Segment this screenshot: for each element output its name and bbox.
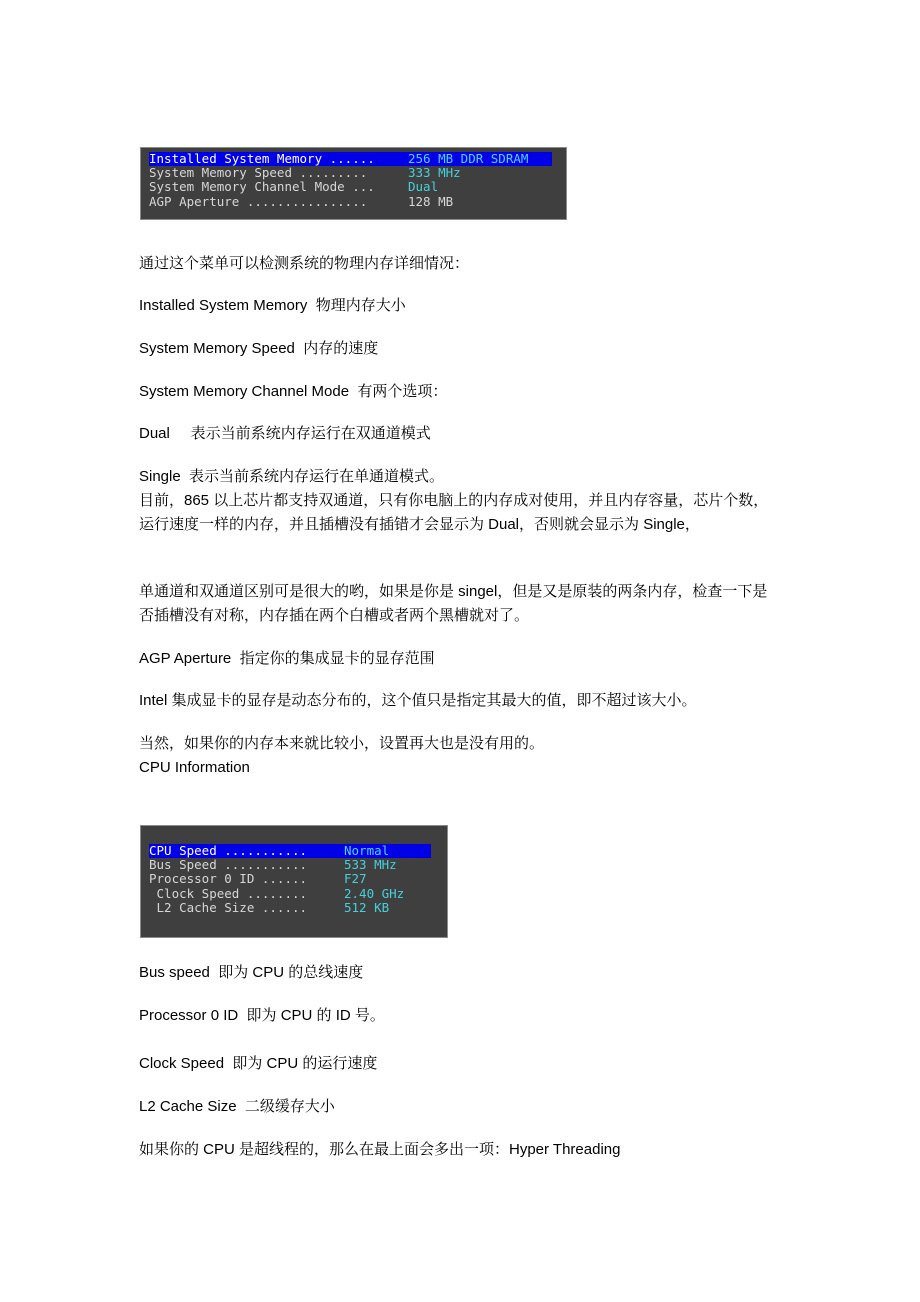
bios-row-label: CPU Speed ........... [149, 843, 308, 858]
bios-row[interactable] [149, 166, 566, 180]
agp-text: AGP Aperture 指定你的集成显卡的显存范围 [139, 650, 435, 667]
bios-row[interactable] [149, 872, 447, 886]
bios-row-value: 533 MHz [344, 857, 397, 873]
bios-row[interactable] [149, 858, 447, 872]
proc-text: Processor 0 ID 即为 CPU 的 ID 号。 [139, 1007, 385, 1024]
bios-row-value: 256 MB DDR SDRAM [408, 151, 529, 166]
bios-row-label: System Memory Channel Mode ... [149, 179, 375, 195]
of-course-text: 当然，如果你的内存本来就比较小，设置再大也是没有用的。 [139, 735, 545, 752]
bios-row[interactable] [149, 887, 447, 901]
speed-text: System Memory Speed 内存的速度 [139, 340, 379, 357]
diff-note-text: 单通道和双通道区别可是很大的哟，如果是你是 singel，但是又是原装的两条内存，检查一下是否插槽没有对称，内存插在两个白槽或者两个黑槽就对了。 [139, 583, 768, 624]
bios-row[interactable] [149, 901, 447, 915]
bios-row-value: Normal [344, 843, 390, 858]
cpu-info-heading: CPU Information [139, 759, 250, 776]
intro-text: 通过这个菜单可以检测系统的物理内存详细情况： [139, 255, 470, 272]
bios-row-label: Processor 0 ID ...... [149, 871, 308, 887]
intel-note-text: Intel 集成显卡的显存是动态分布的，这个值只是指定其最大的值，即不超过该大小。 [139, 692, 697, 709]
bios-row-label: Installed System Memory ...... [149, 151, 375, 166]
bios-row-label: Clock Speed ........ [149, 885, 308, 901]
hyper-text: 如果你的 CPU 是超线程的，那么在最上面会多出一项：Hyper Threading [139, 1141, 621, 1158]
bios-row[interactable] [149, 180, 566, 194]
bios-row-value: 128 MB [408, 193, 454, 209]
bios-cpu-panel [140, 825, 448, 938]
l2-text: L2 Cache Size 二级缓存大小 [139, 1098, 335, 1115]
bios-row-value: 2.40 GHz [344, 885, 405, 901]
channel-text: System Memory Channel Mode 有两个选项： [139, 383, 448, 400]
bios-row-label: System Memory Speed ......... [149, 165, 368, 181]
bios-row[interactable] [149, 152, 552, 166]
clock-text: Clock Speed 即为 CPU 的运行速度 [139, 1055, 378, 1072]
bios-row-value: 333 MHz [408, 165, 461, 181]
single-note-text: 目前，865 以上芯片都支持双通道，只有你电脑上的内存成对使用，并且内存容量，芯片个数，运行速度一样的内存，并且插槽没有插错才会显示为 Dual，否则就会显示为 Single， [139, 492, 769, 533]
bios-row-label: L2 Cache Size ...... [149, 899, 308, 915]
bios-row-label: Bus Speed ........... [149, 857, 308, 873]
bios-row[interactable] [149, 195, 566, 209]
bios-row[interactable] [149, 844, 431, 858]
bios-row-value: 512 KB [344, 899, 390, 915]
dual-text: Dual 表示当前系统内存运行在双通道模式 [139, 425, 431, 442]
single-text: Single 表示当前系统内存运行在单通道模式。 [139, 468, 445, 485]
bus-text: Bus speed 即为 CPU 的总线速度 [139, 964, 364, 981]
bios-memory-panel [140, 147, 567, 220]
bios-row-value: F27 [344, 871, 367, 887]
bios-row-value: Dual [408, 179, 439, 195]
installed-text: Installed System Memory 物理内存大小 [139, 297, 406, 314]
bios-row-label: AGP Aperture ................ [149, 193, 368, 209]
